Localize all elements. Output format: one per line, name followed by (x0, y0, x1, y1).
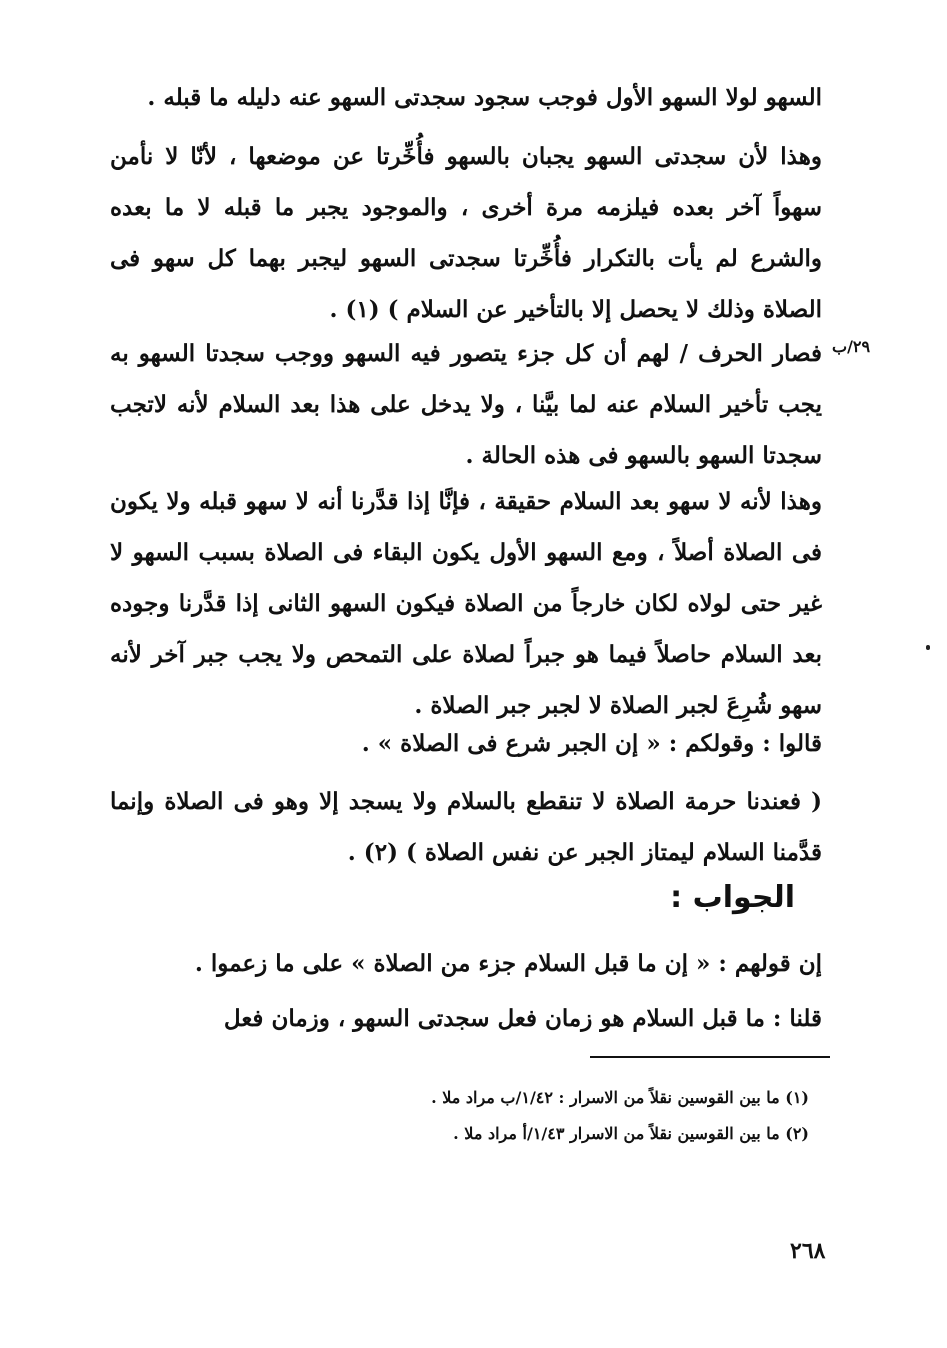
footnote-1: (١) ما بين القوسين نقلاً من الاسرار : ١/٤٢/ب مراد ملا . (431, 1088, 809, 1107)
page-number: ٢٦٨ (790, 1238, 826, 1264)
section-heading-answer: الجواب : (670, 880, 795, 915)
paragraph-no-sahw-after-salam: وهذا لأنه لا سهو بعد السلام حقيقة ، فإنَّا إذا قدَّرنا أنه لا سهو قبله ولا يكون فى الصلاة أصلاً ، ومع السهو الأول يكون البقاء فى الصلاة بسبب السهو لا غير حتى لولاه لكان خارجاً من الصلاة فيكون السهو الثانى إذا قدَّرنا وجوده بعد السلام حاصلاً فيما هو جبراً لصلاة على التمحص ولا يجب جبر آخر لأنه سهو شُرِعَ لجبر الصلاة لا لجبر جبر الصلاة . (110, 488, 822, 719)
paragraph-qalu: قالوا : وقولكم : « إن الجبر شرع فى الصلاة » . (361, 730, 822, 757)
scan-speck (926, 645, 930, 650)
footnotes (209, 1080, 809, 1152)
paragraph-continuation: السهو لولا السهو الأول فوجب سجود سجدتى السهو عنه دليله ما قبله . (147, 84, 822, 111)
paragraph-their-saying: إن قولهم : « إن ما قبل السلام جزء من الصلاة » على ما زعموا . (194, 950, 822, 977)
margin-folio-note: ٢٩/ب (832, 337, 871, 356)
footnote-divider (590, 1056, 830, 1058)
paragraph-quoted-response: ( فعندنا حرمة الصلاة لا تنقطع بالسلام ولا يسجد إلا وهو فى الصلاة وإنما قدَّمنا السلام ليمتاز الجبر عن نفس الصلاة ) (٢) . (110, 788, 822, 866)
paragraph-harf: فصار الحرف / لهم أن كل جزء يتصور فيه السهو ووجب سجدتا السهو به يجب تأخير السلام عنه لما بيَّنا ، ولا يدخل على هذا بعد السلام لأنه لاتجب سجدتا السهو بالسهو فى هذه الحالة . (110, 340, 822, 469)
paragraph-qulna: قلنا : ما قبل السلام هو زمان فعل سجدتى السهو ، وزمان فعل (223, 1005, 822, 1032)
footnote-2: (٢) ما بين القوسين نقلاً من الاسرار ١/٤٣/أ مراد ملا . (453, 1124, 809, 1143)
paragraph-sahw-reason: وهذا لأن سجدتى السهو يجبان بالسهو فأُخِّرتا عن موضعها ، لأنّا لا نأمن سهواً آخر بعده فيلزمه مرة أخرى ، والموجود يجبر ما قبله لا ما بعده والشرع لم يأت بالتكرار فأُخِّرتا سجدتى السهو ليجبر بهما كل سهو فى الصلاة وذلك لا يحصل إلا بالتأخير عن السلام ) (١) . (110, 143, 822, 323)
